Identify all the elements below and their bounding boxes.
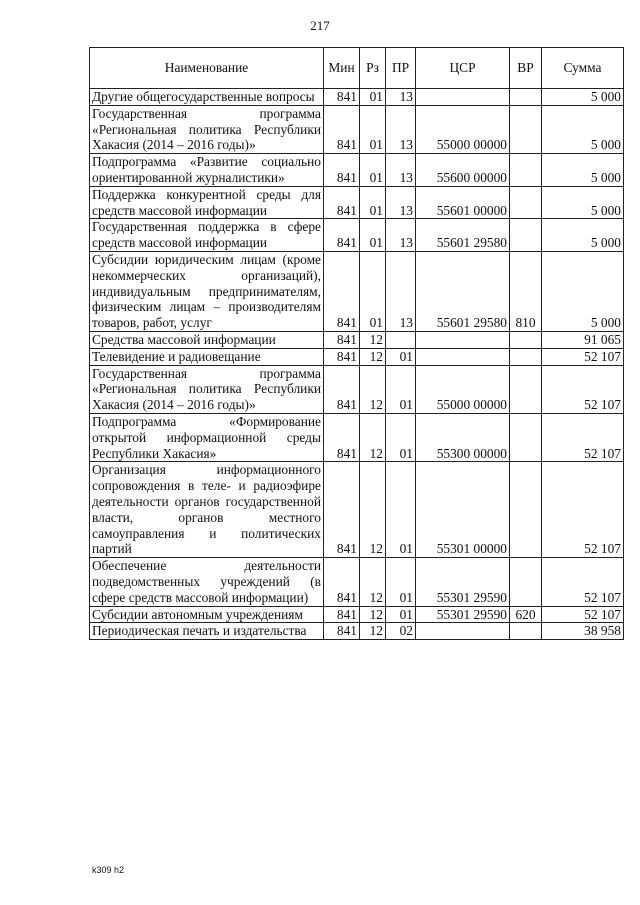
header-pr: ПР xyxy=(386,48,416,89)
cell-pr: 13 xyxy=(386,154,416,187)
cell-vr xyxy=(510,558,542,606)
cell-vr xyxy=(510,331,542,348)
cell-sum: 5 000 xyxy=(542,251,624,331)
cell-vr xyxy=(510,348,542,365)
budget-table xyxy=(89,47,624,640)
cell-sum: 52 107 xyxy=(542,558,624,606)
cell-name: Обеспечение деятельности подведомственных учреждений (в сфере средств массовой информации) xyxy=(90,558,324,606)
cell-pr: 13 xyxy=(386,219,416,252)
table-row xyxy=(90,413,624,461)
cell-csr: 55301 00000 xyxy=(416,462,510,558)
cell-csr: 55600 00000 xyxy=(416,154,510,187)
cell-min: 841 xyxy=(324,606,360,623)
cell-rz: 01 xyxy=(360,186,386,219)
page-number: 217 xyxy=(310,18,330,33)
cell-rz: 01 xyxy=(360,219,386,252)
cell-pr: 01 xyxy=(386,365,416,413)
cell-min: 841 xyxy=(324,413,360,461)
table-header-row xyxy=(90,48,624,89)
header-rz: Рз xyxy=(360,48,386,89)
cell-name: Подпрограмма «Развитие социально ориентированной журналистики» xyxy=(90,154,324,187)
header-vr: ВР xyxy=(510,48,542,89)
cell-min: 841 xyxy=(324,186,360,219)
cell-csr: 55300 00000 xyxy=(416,413,510,461)
cell-vr xyxy=(510,462,542,558)
cell-rz: 12 xyxy=(360,558,386,606)
cell-min: 841 xyxy=(324,348,360,365)
cell-min: 841 xyxy=(324,219,360,252)
cell-min: 841 xyxy=(324,462,360,558)
cell-name: Субсидии юридическим лицам (кроме некоммерческих организаций), индивидуальным предпринимателям, физическим лицам – производителям товаров, работ, услуг xyxy=(90,251,324,331)
cell-csr: 55601 29580 xyxy=(416,251,510,331)
cell-rz: 12 xyxy=(360,365,386,413)
cell-name: Периодическая печать и издательства xyxy=(90,623,324,640)
cell-min: 841 xyxy=(324,105,360,153)
cell-rz: 12 xyxy=(360,623,386,640)
cell-name: Государственная программа «Региональная политика Республики Хакасия (2014 – 2016 годы)» xyxy=(90,365,324,413)
cell-pr xyxy=(386,331,416,348)
cell-name: Другие общегосударственные вопросы xyxy=(90,89,324,106)
header-min: Мин xyxy=(324,48,360,89)
cell-sum: 52 107 xyxy=(542,348,624,365)
cell-csr xyxy=(416,89,510,106)
cell-name: Организация информационного сопровождения в теле- и радиоэфире деятельности органов государственной власти, органов местного самоуправления и политических партий xyxy=(90,462,324,558)
cell-vr: 810 xyxy=(510,251,542,331)
table-row xyxy=(90,348,624,365)
cell-name: Поддержка конкурентной среды для средств массовой информации xyxy=(90,186,324,219)
cell-pr: 13 xyxy=(386,186,416,219)
cell-pr: 01 xyxy=(386,606,416,623)
cell-csr: 55601 00000 xyxy=(416,186,510,219)
table-row xyxy=(90,365,624,413)
cell-vr xyxy=(510,219,542,252)
table-row xyxy=(90,89,624,106)
cell-csr xyxy=(416,348,510,365)
cell-sum: 52 107 xyxy=(542,365,624,413)
cell-name: Телевидение и радиовещание xyxy=(90,348,324,365)
cell-csr: 55301 29590 xyxy=(416,558,510,606)
cell-min: 841 xyxy=(324,89,360,106)
cell-pr: 01 xyxy=(386,462,416,558)
cell-sum: 5 000 xyxy=(542,89,624,106)
cell-csr: 55601 29580 xyxy=(416,219,510,252)
cell-min: 841 xyxy=(324,331,360,348)
cell-vr xyxy=(510,105,542,153)
cell-name: Государственная программа «Региональная политика Республики Хакасия (2014 – 2016 годы)» xyxy=(90,105,324,153)
table-row xyxy=(90,186,624,219)
table-row xyxy=(90,154,624,187)
cell-name: Субсидии автономным учреждениям xyxy=(90,606,324,623)
cell-csr: 55000 00000 xyxy=(416,365,510,413)
cell-sum: 38 958 xyxy=(542,623,624,640)
cell-name: Подпрограмма «Формирование открытой информационной среды Республики Хакасия» xyxy=(90,413,324,461)
document-code: k309 h2 xyxy=(92,865,125,875)
table-row xyxy=(90,623,624,640)
cell-vr xyxy=(510,186,542,219)
table-row xyxy=(90,462,624,558)
cell-pr: 01 xyxy=(386,348,416,365)
cell-sum: 52 107 xyxy=(542,413,624,461)
cell-name: Средства массовой информации xyxy=(90,331,324,348)
cell-sum: 52 107 xyxy=(542,462,624,558)
cell-pr: 13 xyxy=(386,251,416,331)
table-row xyxy=(90,558,624,606)
cell-vr xyxy=(510,413,542,461)
cell-vr xyxy=(510,623,542,640)
cell-csr xyxy=(416,331,510,348)
cell-csr: 55301 29590 xyxy=(416,606,510,623)
cell-pr: 01 xyxy=(386,413,416,461)
cell-rz: 01 xyxy=(360,154,386,187)
cell-vr xyxy=(510,89,542,106)
cell-pr: 13 xyxy=(386,105,416,153)
cell-name: Государственная поддержка в сфере средств массовой информации xyxy=(90,219,324,252)
cell-rz: 12 xyxy=(360,606,386,623)
table-row xyxy=(90,606,624,623)
cell-min: 841 xyxy=(324,251,360,331)
cell-min: 841 xyxy=(324,558,360,606)
cell-rz: 12 xyxy=(360,331,386,348)
cell-sum: 5 000 xyxy=(542,105,624,153)
header-name: Наименование xyxy=(90,48,324,89)
header-csr: ЦСР xyxy=(416,48,510,89)
cell-rz: 12 xyxy=(360,348,386,365)
cell-vr xyxy=(510,154,542,187)
cell-rz: 12 xyxy=(360,462,386,558)
cell-csr: 55000 00000 xyxy=(416,105,510,153)
cell-rz: 01 xyxy=(360,251,386,331)
cell-sum: 52 107 xyxy=(542,606,624,623)
cell-sum: 5 000 xyxy=(542,154,624,187)
cell-csr xyxy=(416,623,510,640)
cell-min: 841 xyxy=(324,623,360,640)
table-row xyxy=(90,219,624,252)
cell-vr xyxy=(510,365,542,413)
cell-pr: 02 xyxy=(386,623,416,640)
table-row xyxy=(90,251,624,331)
cell-vr: 620 xyxy=(510,606,542,623)
cell-sum: 5 000 xyxy=(542,219,624,252)
cell-sum: 91 065 xyxy=(542,331,624,348)
cell-pr: 13 xyxy=(386,89,416,106)
cell-rz: 12 xyxy=(360,413,386,461)
table-row xyxy=(90,105,624,153)
header-sum: Сумма xyxy=(542,48,624,89)
cell-rz: 01 xyxy=(360,105,386,153)
cell-min: 841 xyxy=(324,154,360,187)
cell-pr: 01 xyxy=(386,558,416,606)
table-row xyxy=(90,331,624,348)
cell-rz: 01 xyxy=(360,89,386,106)
cell-sum: 5 000 xyxy=(542,186,624,219)
cell-min: 841 xyxy=(324,365,360,413)
